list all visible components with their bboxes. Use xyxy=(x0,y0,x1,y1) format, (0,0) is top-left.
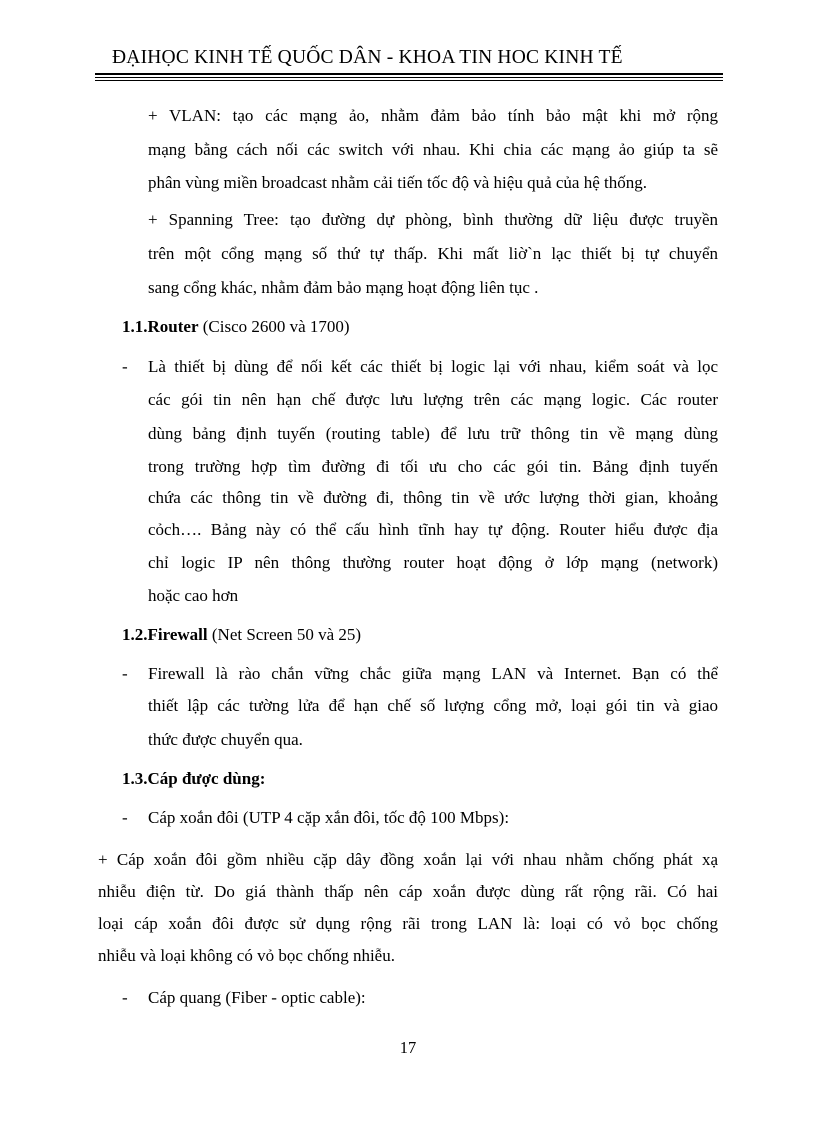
body-line: chứa các thông tin về đường đi, thông tin về ước lượng thời gian, khoảng xyxy=(148,488,718,507)
body-line: phân vùng miền broadcast nhằm cải tiến tốc độ và hiệu quả của hệ thống. xyxy=(148,173,647,192)
section-heading-router xyxy=(122,317,350,337)
page-header: ĐẠIHỌC KINH TẾ QUỐC DÂN - KHOA TIN HOC KINH TẾ xyxy=(112,47,623,68)
body-line: Firewall là rào chắn vững chắc giữa mạng LAN và Internet. Bạn có thể xyxy=(148,664,718,683)
body-line: thiết lập các tường lửa để hạn chế số lượng cổng mở, loại gói tin và giao xyxy=(148,696,718,715)
body-line: mạng bằng cách nối các switch với nhau. Khi chia các mạng ảo giúp ta sẽ xyxy=(148,140,718,159)
header-rule-thin-2 xyxy=(95,80,723,81)
heading-label: 1.1.Router xyxy=(122,317,199,336)
body-line: loại cáp xoắn đôi được sử dụng rộng rãi trong LAN là: loại có vỏ bọc chống xyxy=(98,914,718,933)
page-number: 17 xyxy=(399,1038,417,1057)
header-rule-thin xyxy=(95,77,723,78)
body-line: hoặc cao hơn xyxy=(148,586,239,605)
header-rule-thick xyxy=(95,73,723,75)
body-line: trong trường hợp tìm đường đi tối ưu cho các gói tin. Bảng định tuyến xyxy=(148,457,718,476)
body-line: + Spanning Tree: tạo đường dự phòng, bình thường dữ liệu được truyền xyxy=(148,210,718,229)
body-line: các gói tin nên hạn chế được lưu lượng trên các mạng logic. Các router xyxy=(148,390,718,409)
body-line: Cáp xoắn đôi (UTP 4 cặp xắn đôi, tốc độ 100 Mbps): xyxy=(148,808,510,827)
body-line: + VLAN: tạo các mạng ảo, nhằm đảm bảo tính bảo mật khi mở rộng xyxy=(148,106,718,125)
section-heading-firewall xyxy=(122,625,361,645)
bullet-dash: - xyxy=(122,357,128,376)
bullet-dash: - xyxy=(122,808,128,827)
bullet-dash: - xyxy=(122,988,128,1007)
section-heading-cable: 1.3.Cáp được dùng: xyxy=(122,769,266,788)
body-line: Cáp quang (Fiber - optic cable): xyxy=(148,988,366,1007)
body-line: dùng bảng định tuyến (routing table) để lưu trữ thông tin về mạng dùng xyxy=(148,424,718,443)
body-line: + Cáp xoắn đôi gồm nhiều cặp dây đồng xoắn lại với nhau nhằm chống phát xạ xyxy=(98,850,718,869)
heading-label: 1.2.Firewall xyxy=(122,625,208,644)
body-line: cỏch…. Bảng này có thể cấu hình tĩnh hay tự động. Router hiểu được địa xyxy=(148,520,718,539)
body-line: nhiễu điện từ. Do giá thành thấp nên cáp xoắn được dùng rất rộng rãi. Có hai xyxy=(98,882,718,901)
body-line: sang cổng khác, nhằm đảm bảo mạng hoạt động liên tục . xyxy=(148,278,539,297)
body-line: nhiễu và loại không có vỏ bọc chống nhiễu. xyxy=(98,946,395,965)
bullet-dash: - xyxy=(122,664,128,683)
body-line: thức được chuyển qua. xyxy=(148,730,303,749)
body-line: chỉ logic IP nên thông thường router hoạt động ở lớp mạng (network) xyxy=(148,553,718,572)
heading-detail: (Cisco 2600 và 1700) xyxy=(198,317,350,336)
heading-detail: (Net Screen 50 và 25) xyxy=(207,625,362,644)
body-line: Là thiết bị dùng để nối kết các thiết bị logic lại với nhau, kiểm soát và lọc xyxy=(148,357,718,376)
body-line: trên một cổng mạng số thứ tự thấp. Khi mất liờ`n lạc thiết bị tự chuyển xyxy=(148,244,718,263)
